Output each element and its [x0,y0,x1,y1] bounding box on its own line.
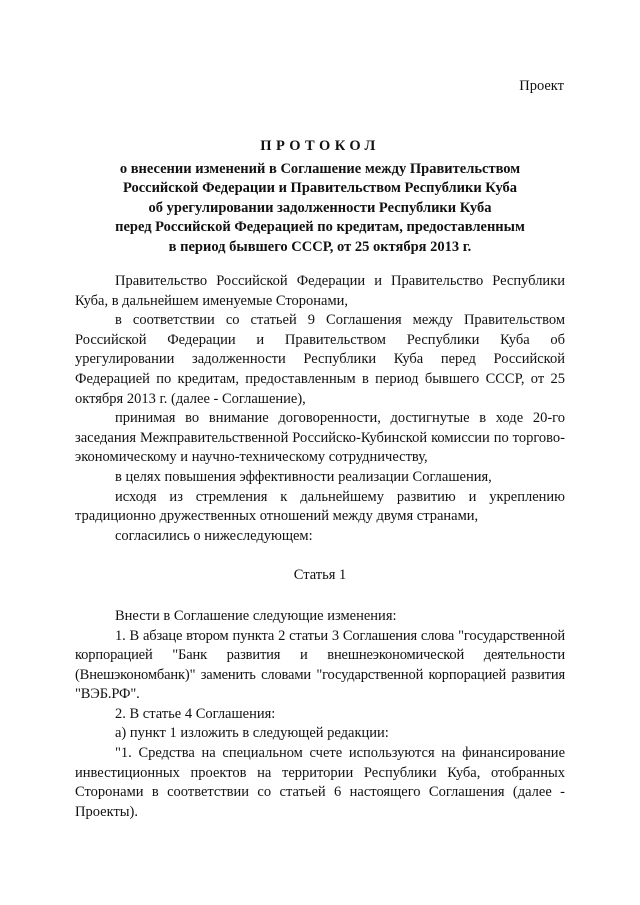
article-paragraph: "1. Средства на специальном счете используются на финансирование инвестиционных проектов на территории Республики Куба, отобранных Сторонами в соответствии со статьей 6 настоящего Соглашения (далее - Проекты). [75,745,565,820]
preamble-paragraph: исходя из стремления к дальнейшему развитию и укреплению традиционно дружественных отношений между двумя странами, [75,488,565,525]
preamble-paragraph: в целях повышения эффективности реализации Соглашения, [115,468,492,485]
document-body [75,272,565,822]
article-paragraph: а) пункт 1 изложить в следующей редакции: [115,725,389,742]
subtitle-line: об урегулировании задолженности Республики Куба [148,199,492,216]
preamble-paragraph: в соответствии со статьей 9 Соглашения между Правительством Российской Федерации и Правительством Республики Куба об урегулировании задолженности Республики Куба перед Российской Федерацией по кредитам, предоставленным в период бывшего СССР, от 25 октября 2013 г. (далее - Соглашение), [75,312,565,407]
preamble-paragraph: Правительство Российской Федерации и Правительство Республики Куба, в дальнейшем именуемые Сторонами, [75,273,565,309]
article-paragraph: 1. В абзаце втором пункта 2 статьи 3 Соглашения слова "государственной корпорацией "Банк развития и внешнеэкономической деятельности (Внешэкономбанк)" заменить словами "государственной корпорацией развития "ВЭБ.РФ". [75,627,565,703]
article-heading: Статья 1 [293,567,347,584]
document-title: ПРОТОКОЛ [260,138,380,154]
subtitle-line: перед Российской Федерацией по кредитам, предоставленным [115,219,525,236]
preamble-paragraph: согласились о нижеследующем: [115,527,313,544]
document-subtitle [90,160,550,257]
subtitle-line: в период бывшего СССР, от 25 октября 2013 г. [168,238,472,255]
article-paragraph: Внести в Соглашение следующие изменения: [115,607,397,624]
subtitle-line: о внесении изменений в Соглашение между Правительством [119,161,521,177]
draft-label: Проект [519,78,564,94]
preamble-paragraph: принимая во внимание договоренности, достигнутые в ходе 20-го заседания Межправительственной Российско-Кубинской комиссии по торгово-экономическому и научно-техническому сотрудничеству, [75,410,565,466]
subtitle-line: Российской Федерации и Правительством Республики Куба [122,180,518,197]
article-paragraph: 2. В статье 4 Соглашения: [115,705,276,722]
